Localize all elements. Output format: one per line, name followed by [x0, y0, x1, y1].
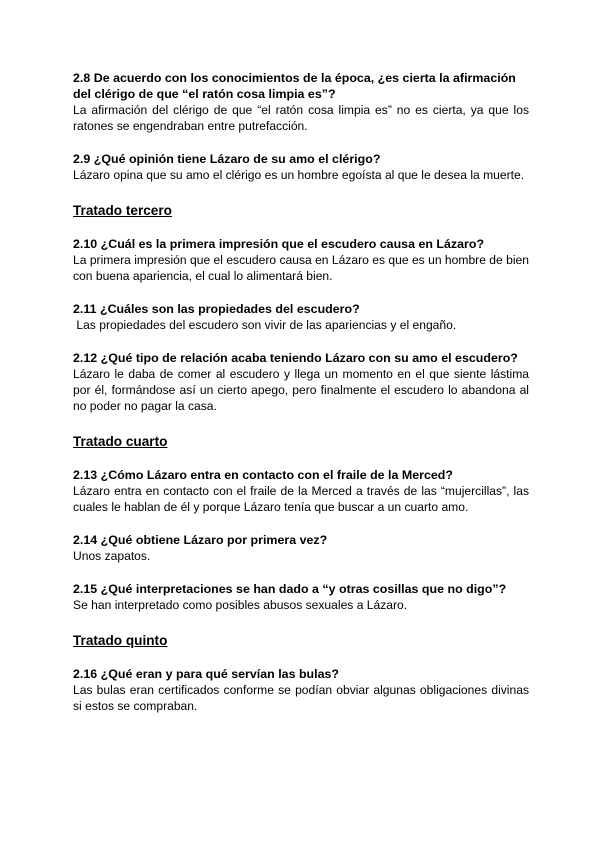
question-heading: 2.16 ¿Qué eran y para qué servían las bulas?: [73, 667, 340, 681]
question-block-2-11: [73, 301, 529, 333]
answer-text: Lázaro le daba de comer al escudero y llega un momento en el que siente lástima por él, formándose así un cierto apego, pero finalmente el escudero lo abandona al no poder no pagar la casa.: [73, 367, 529, 413]
answer-text: La afirmación del clérigo de que “el ratón cosa limpia es” no es cierta, ya que los ratones se engendraban entre putrefacción.: [73, 103, 529, 133]
answer-text: Lázaro opina que su amo el clérigo es un hombre egoísta al que le desea la muerte.: [73, 168, 525, 182]
document-page: [73, 70, 529, 731]
section-heading-tratado-quinto: Tratado quinto: [73, 633, 168, 648]
question-block-2-10: [73, 236, 529, 284]
question-heading: 2.12 ¿Qué tipo de relación acaba teniendo Lázaro con su amo el escudero?: [73, 351, 518, 365]
question-heading: 2.11 ¿Cuáles son las propiedades del escudero?: [73, 302, 360, 316]
question-heading: 2.15 ¿Qué interpretaciones se han dado a “y otras cosillas que no digo”?: [73, 582, 507, 596]
answer-text: Las bulas eran certificados conforme se podían obviar algunas obligaciones divinas si estos se compraban.: [73, 683, 529, 713]
answer-text: Unos zapatos.: [73, 549, 151, 563]
section-heading-tratado-cuarto: Tratado cuarto: [73, 434, 168, 449]
answer-text: Las propiedades del escudero son vivir de las apariencias y el engaño.: [73, 318, 457, 332]
question-block-2-12: [73, 350, 529, 414]
question-block-2-8: [73, 70, 529, 134]
answer-text: La primera impresión que el escudero causa en Lázaro es que es un hombre de bien con buena apariencia, el cual lo alimentará bien.: [73, 253, 529, 283]
question-heading: 2.10 ¿Cuál es la primera impresión que el escudero causa en Lázaro?: [73, 237, 485, 251]
question-block-2-9: [73, 151, 529, 183]
question-heading: 2.14 ¿Qué obtiene Lázaro por primera vez?: [73, 533, 328, 547]
question-heading: 2.13 ¿Cómo Lázaro entra en contacto con el fraile de la Merced?: [73, 468, 453, 482]
question-block-2-16: [73, 666, 529, 714]
answer-text: Lázaro entra en contacto con el fraile de la Merced a través de las “mujercillas”, las cuales le hablan de él y porque Lázaro tenía que buscar a un cuarto amo.: [73, 484, 529, 514]
section-heading-tratado-tercero: Tratado tercero: [73, 203, 172, 218]
question-block-2-13: [73, 467, 529, 515]
question-block-2-15: [73, 581, 529, 613]
question-heading: 2.9 ¿Qué opinión tiene Lázaro de su amo el clérigo?: [73, 152, 381, 166]
question-heading: 2.8 De acuerdo con los conocimientos de la época, ¿es cierta la afirmación del clérigo de que “el ratón cosa limpia es”?: [73, 71, 516, 101]
question-block-2-14: [73, 532, 529, 564]
answer-text: Se han interpretado como posibles abusos sexuales a Lázaro.: [73, 598, 408, 612]
